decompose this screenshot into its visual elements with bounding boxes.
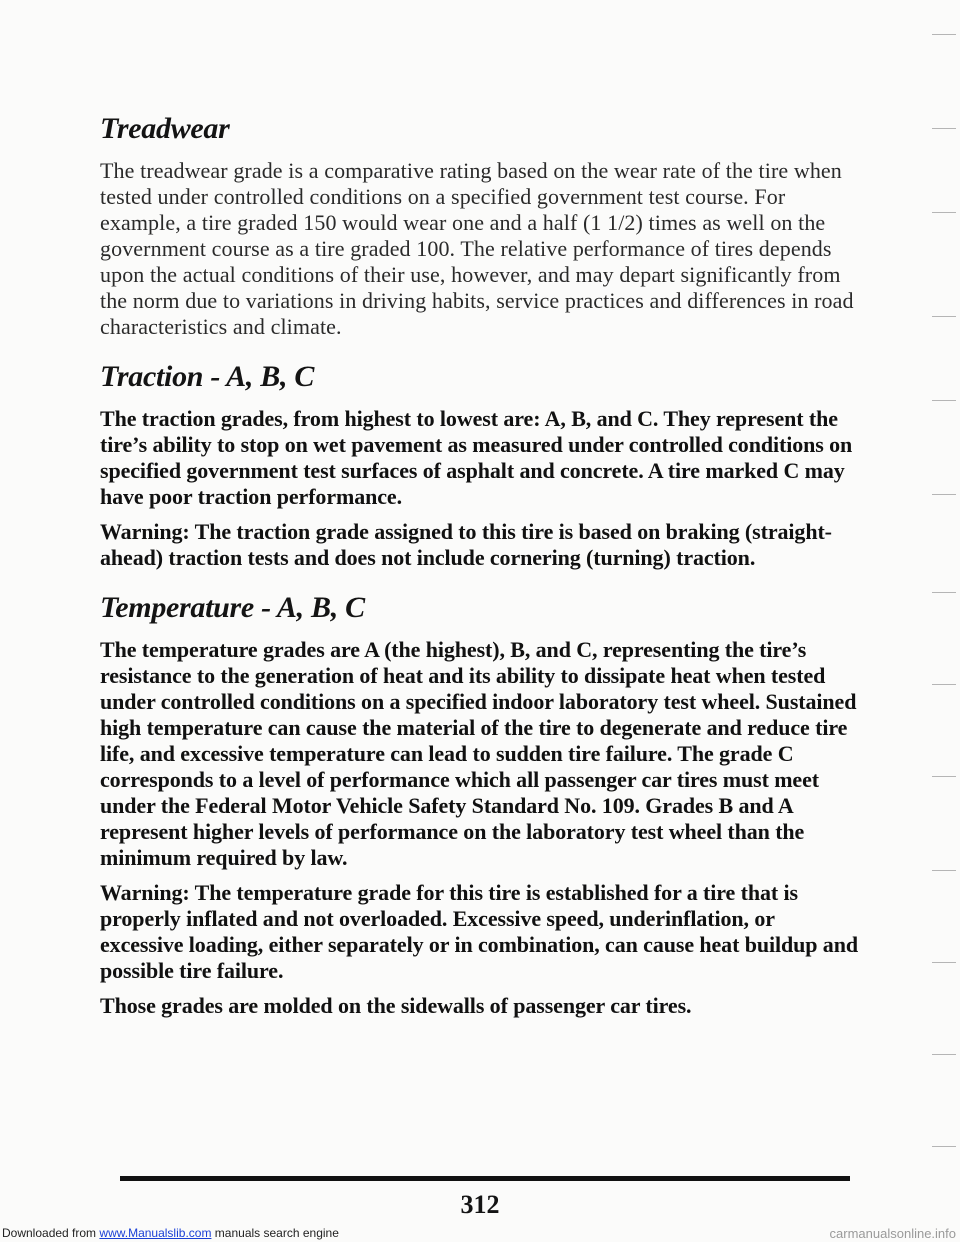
sidewall-note: Those grades are molded on the sidewalls of passenger car tires. xyxy=(100,993,692,1018)
margin-tick xyxy=(932,592,956,593)
heading-temperature: Temperature - A, B, C xyxy=(100,591,365,624)
margin-tick xyxy=(932,128,956,129)
download-credit xyxy=(2,1226,339,1240)
page-number: 312 xyxy=(460,1190,500,1219)
treadwear-paragraph: The treadwear grade is a comparative rating based on the wear rate of the tire when tested under controlled conditions on a specified government test course. For example, a tire graded 150 would wear one and a half (1 1/2) times as well on the government course as a tire graded 100. The relative performance of tires depends upon the actual conditions of their use, however, and may depart significantly from the norm due to variations in driving habits, service practices and differences in road characteristics and climate. xyxy=(100,158,854,339)
heading-treadwear: Treadwear xyxy=(100,112,230,145)
margin-tick xyxy=(932,1146,956,1147)
traction-paragraph: The traction grades, from highest to lowest are: A, B, and C. They represent the tire’s ability to stop on wet pavement as measured under controlled conditions on specified government test surfaces of asphalt and concrete. A tire marked C may have poor traction performance. xyxy=(100,406,853,509)
traction-warning: Warning: The traction grade assigned to this tire is based on braking (straight-ahead) traction tests and does not include cornering (turning) traction. xyxy=(100,519,832,570)
download-suffix: manuals search engine xyxy=(214,1226,339,1240)
margin-tick xyxy=(932,316,956,317)
manualslib-link[interactable]: www.Manualslib.com xyxy=(99,1226,212,1240)
margin-tick xyxy=(932,34,956,35)
margin-tick xyxy=(932,870,956,871)
margin-tick xyxy=(932,212,956,213)
heading-traction: Traction - A, B, C xyxy=(100,360,315,393)
download-prefix: Downloaded from xyxy=(2,1226,97,1240)
margin-tick xyxy=(932,494,956,495)
watermark: carmanualsonline.info xyxy=(829,1226,956,1241)
temperature-warning: Warning: The temperature grade for this tire is established for a tire that is properly inflated and not overloaded. Excessive speed, underinflation, or excessive loading, either separately or in combination, can cause heat buildup and possible tire failure. xyxy=(100,880,858,983)
margin-tick xyxy=(932,684,956,685)
footer-rule xyxy=(120,1176,850,1181)
temperature-paragraph: The temperature grades are A (the highest), B, and C, representing the tire’s resistance to the generation of heat and its ability to dissipate heat when tested under controlled conditions on a specified indoor laboratory test wheel. Sustained high temperature can cause the material of the tire to degenerate and reduce tire life, and excessive temperature can lead to sudden tire failure. The grade C corresponds to a level of performance which all passenger car tires must meet under the Federal Motor Vehicle Safety Standard No. 109. Grades B and A represent higher levels of performance on the laboratory test wheel than the minimum required by law. xyxy=(100,637,857,870)
margin-tick xyxy=(932,1054,956,1055)
margin-tick xyxy=(932,400,956,401)
margin-tick xyxy=(932,776,956,777)
page-content xyxy=(100,112,860,1019)
margin-tick xyxy=(932,962,956,963)
